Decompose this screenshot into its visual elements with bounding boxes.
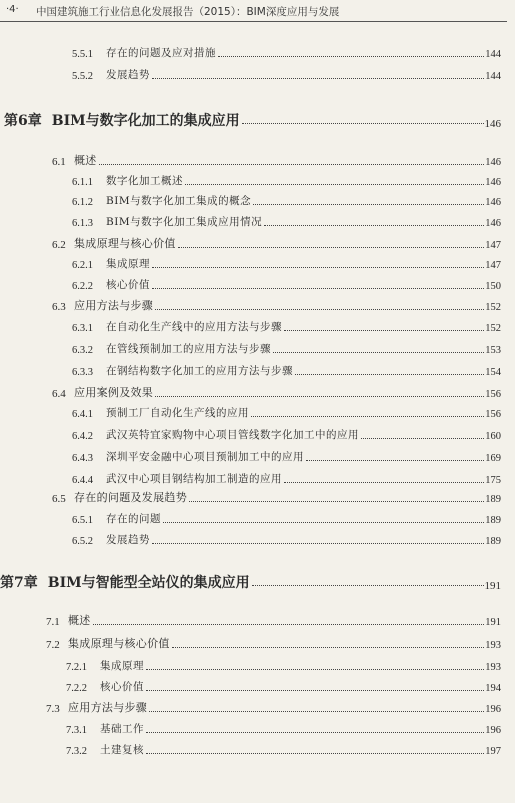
toc-number: 6.3 [52, 301, 66, 313]
toc-title: 集成原理与核心价值 [68, 637, 170, 650]
toc-subsection [72, 44, 501, 60]
toc-chapter [4, 108, 501, 130]
dot-leader [146, 668, 484, 670]
toc-page-number: 194 [485, 683, 501, 694]
toc-subsection [72, 255, 501, 271]
toc-number: 6.4.3 [72, 453, 93, 464]
toc-title: 概述 [68, 614, 91, 627]
toc-page-number: 152 [485, 302, 501, 313]
toc-section [46, 635, 501, 651]
toc-number: 5.5.1 [72, 49, 93, 60]
toc-title: 应用案例及效果 [74, 386, 154, 399]
dot-leader [189, 500, 484, 502]
toc-page-number: 189 [485, 536, 501, 547]
dot-leader [152, 287, 484, 289]
dot-leader [152, 77, 484, 79]
toc-title: BIM与数字化加工集成应用情况 [106, 216, 263, 228]
toc-page-number: 169 [485, 453, 501, 464]
toc-number: 6.2.2 [72, 281, 93, 292]
dot-leader [146, 731, 484, 733]
toc-title: 在自动化生产线中的应用方法与步骤 [106, 321, 282, 333]
dot-leader [306, 459, 484, 461]
toc-page-number: 144 [485, 71, 501, 82]
toc-page-number: 156 [485, 409, 501, 420]
toc-chapter [0, 570, 501, 592]
dot-leader [155, 395, 484, 397]
toc-title: 核心价值 [106, 279, 150, 291]
dot-leader [155, 308, 484, 310]
toc-number: 7.2.2 [66, 683, 87, 694]
dot-leader [99, 163, 485, 165]
toc-number: 6.1.3 [72, 218, 93, 229]
toc-number: 6.2.1 [72, 260, 93, 271]
dot-leader [273, 351, 484, 353]
toc-page-number: 191 [484, 580, 501, 592]
toc-page-number: 189 [485, 494, 501, 505]
toc-page-number: 150 [485, 281, 501, 292]
toc-number: 7.2 [46, 639, 60, 651]
toc-number: 7.2.1 [66, 662, 87, 673]
toc-title: BIM与数字化加工集成的概念 [106, 195, 252, 207]
dot-leader [152, 266, 484, 268]
toc-number: 6.5 [52, 493, 66, 505]
toc-title: 存在的问题 [106, 513, 161, 525]
toc-page-number: 147 [485, 260, 501, 271]
toc-page-number: 175 [485, 475, 501, 486]
toc-number: 6.4 [52, 388, 66, 400]
dot-leader [252, 584, 484, 586]
toc-subsection [72, 362, 501, 378]
toc-page-number: 152 [485, 323, 501, 334]
toc-subsection [72, 448, 501, 464]
dot-leader [149, 710, 484, 712]
toc-subsection [72, 510, 501, 526]
toc-subsection [66, 678, 501, 694]
toc-section [52, 489, 501, 505]
toc-title: 深圳平安金融中心项目预制加工中的应用 [106, 451, 304, 463]
toc-page-number: 144 [485, 49, 501, 60]
toc-page-number: 146 [485, 218, 501, 229]
toc-subsection [72, 318, 501, 334]
toc-number: 6.1.1 [72, 177, 93, 188]
toc-subsection [66, 720, 501, 736]
toc-subsection [72, 340, 501, 356]
toc-number: 6.3.3 [72, 367, 93, 378]
toc-title: 存在的问题及应对措施 [106, 47, 216, 59]
toc-title: 集成原理 [106, 258, 150, 270]
toc-page-number: 146 [485, 157, 501, 168]
toc-number: 6.4.2 [72, 431, 93, 442]
toc-title: 基础工作 [100, 723, 144, 735]
dot-leader [185, 183, 484, 185]
toc-page-number: 189 [485, 515, 501, 526]
toc-title: 数字化加工概述 [106, 175, 183, 187]
toc-number: 7.3 [46, 703, 60, 715]
toc-title: 武汉中心项目钢结构加工制造的应用 [106, 473, 282, 485]
toc-number: 6.3.2 [72, 345, 93, 356]
toc-title: 武汉英特宜家购物中心项目管线数字化加工中的应用 [106, 429, 359, 441]
toc-title: 概述 [74, 154, 97, 167]
toc-title: 在钢结构数字化加工的应用方法与步骤 [106, 365, 293, 377]
toc-number: 6.1 [52, 156, 66, 168]
toc-title: 土建复核 [100, 744, 144, 756]
toc-title: 预制工厂自动化生产线的应用 [106, 407, 249, 419]
toc-page-number: 197 [485, 746, 501, 757]
toc-title: 在管线预制加工的应用方法与步骤 [106, 343, 271, 355]
toc-page-number: 146 [485, 197, 501, 208]
dot-leader [172, 646, 485, 648]
toc-page-number: 196 [485, 704, 501, 715]
toc-number: 7.3.1 [66, 725, 87, 736]
toc-subsection [72, 192, 501, 208]
toc-title: 应用方法与步骤 [68, 701, 148, 714]
toc-page-number: 154 [485, 367, 501, 378]
dot-leader [361, 437, 484, 439]
running-title: 中国建筑施工行业信息化发展报告（2015）：BIM深度应用与发展 [36, 6, 340, 18]
toc-page-number: 147 [485, 240, 501, 251]
toc-subsection [72, 276, 501, 292]
dot-leader [93, 623, 485, 625]
toc-number: 第6章 [4, 113, 42, 129]
toc-title: BIM与数字化加工的集成应用 [51, 113, 240, 129]
toc-subsection [72, 531, 501, 547]
toc-page-number: 191 [485, 617, 501, 628]
toc-title: BIM与智能型全站仪的集成应用 [47, 575, 250, 591]
toc-number: 7.3.2 [66, 746, 87, 757]
toc-title: 发展趋势 [106, 534, 150, 546]
toc-subsection [72, 213, 501, 229]
toc-page-number: 193 [485, 662, 501, 673]
dot-leader [242, 122, 484, 124]
toc-subsection [72, 470, 501, 486]
dot-leader [218, 55, 484, 57]
toc-section [46, 612, 501, 628]
toc-page-number: 193 [485, 640, 501, 651]
dot-leader [295, 373, 484, 375]
dot-leader [264, 224, 484, 226]
toc-number: 5.5.2 [72, 71, 93, 82]
dot-leader [146, 752, 484, 754]
dot-leader [146, 689, 484, 691]
toc-page-number: 160 [485, 431, 501, 442]
toc-number: 6.5.1 [72, 515, 93, 526]
toc-number: 6.3.1 [72, 323, 93, 334]
toc-number: 6.2 [52, 239, 66, 251]
toc-section [52, 384, 501, 400]
toc-page-number: 146 [485, 177, 501, 188]
dot-leader [251, 415, 484, 417]
toc-title: 发展趋势 [106, 69, 150, 81]
dot-leader [152, 542, 484, 544]
toc-subsection [72, 172, 501, 188]
toc-subsection [72, 66, 501, 82]
toc-section [52, 235, 501, 251]
toc-page-number: 153 [485, 345, 501, 356]
dot-leader [178, 246, 485, 248]
toc-subsection [72, 404, 501, 420]
toc-section [52, 297, 501, 313]
toc-subsection [72, 426, 501, 442]
dot-leader [163, 521, 484, 523]
toc-page-number: 146 [484, 118, 501, 130]
toc-page-number: 156 [485, 389, 501, 400]
toc-title: 应用方法与步骤 [74, 299, 154, 312]
toc-number: 7.1 [46, 616, 60, 628]
toc-number: 6.4.1 [72, 409, 93, 420]
toc-page-number: 196 [485, 725, 501, 736]
toc-number: 第7章 [0, 575, 38, 591]
toc-number: 6.5.2 [72, 536, 93, 547]
toc-section [52, 152, 501, 168]
toc-number: 6.1.2 [72, 197, 93, 208]
toc-title: 集成原理 [100, 660, 144, 672]
toc-section [46, 699, 501, 715]
toc-title: 核心价值 [100, 681, 144, 693]
dot-leader [284, 481, 484, 483]
toc-subsection [66, 657, 501, 673]
toc-number: 6.4.4 [72, 475, 93, 486]
dot-leader [253, 203, 484, 205]
toc-title: 集成原理与核心价值 [74, 237, 176, 250]
toc-subsection [66, 741, 501, 757]
dot-leader [284, 329, 484, 331]
page-number: ·4· [6, 4, 19, 15]
toc-title: 存在的问题及发展趋势 [74, 491, 187, 504]
